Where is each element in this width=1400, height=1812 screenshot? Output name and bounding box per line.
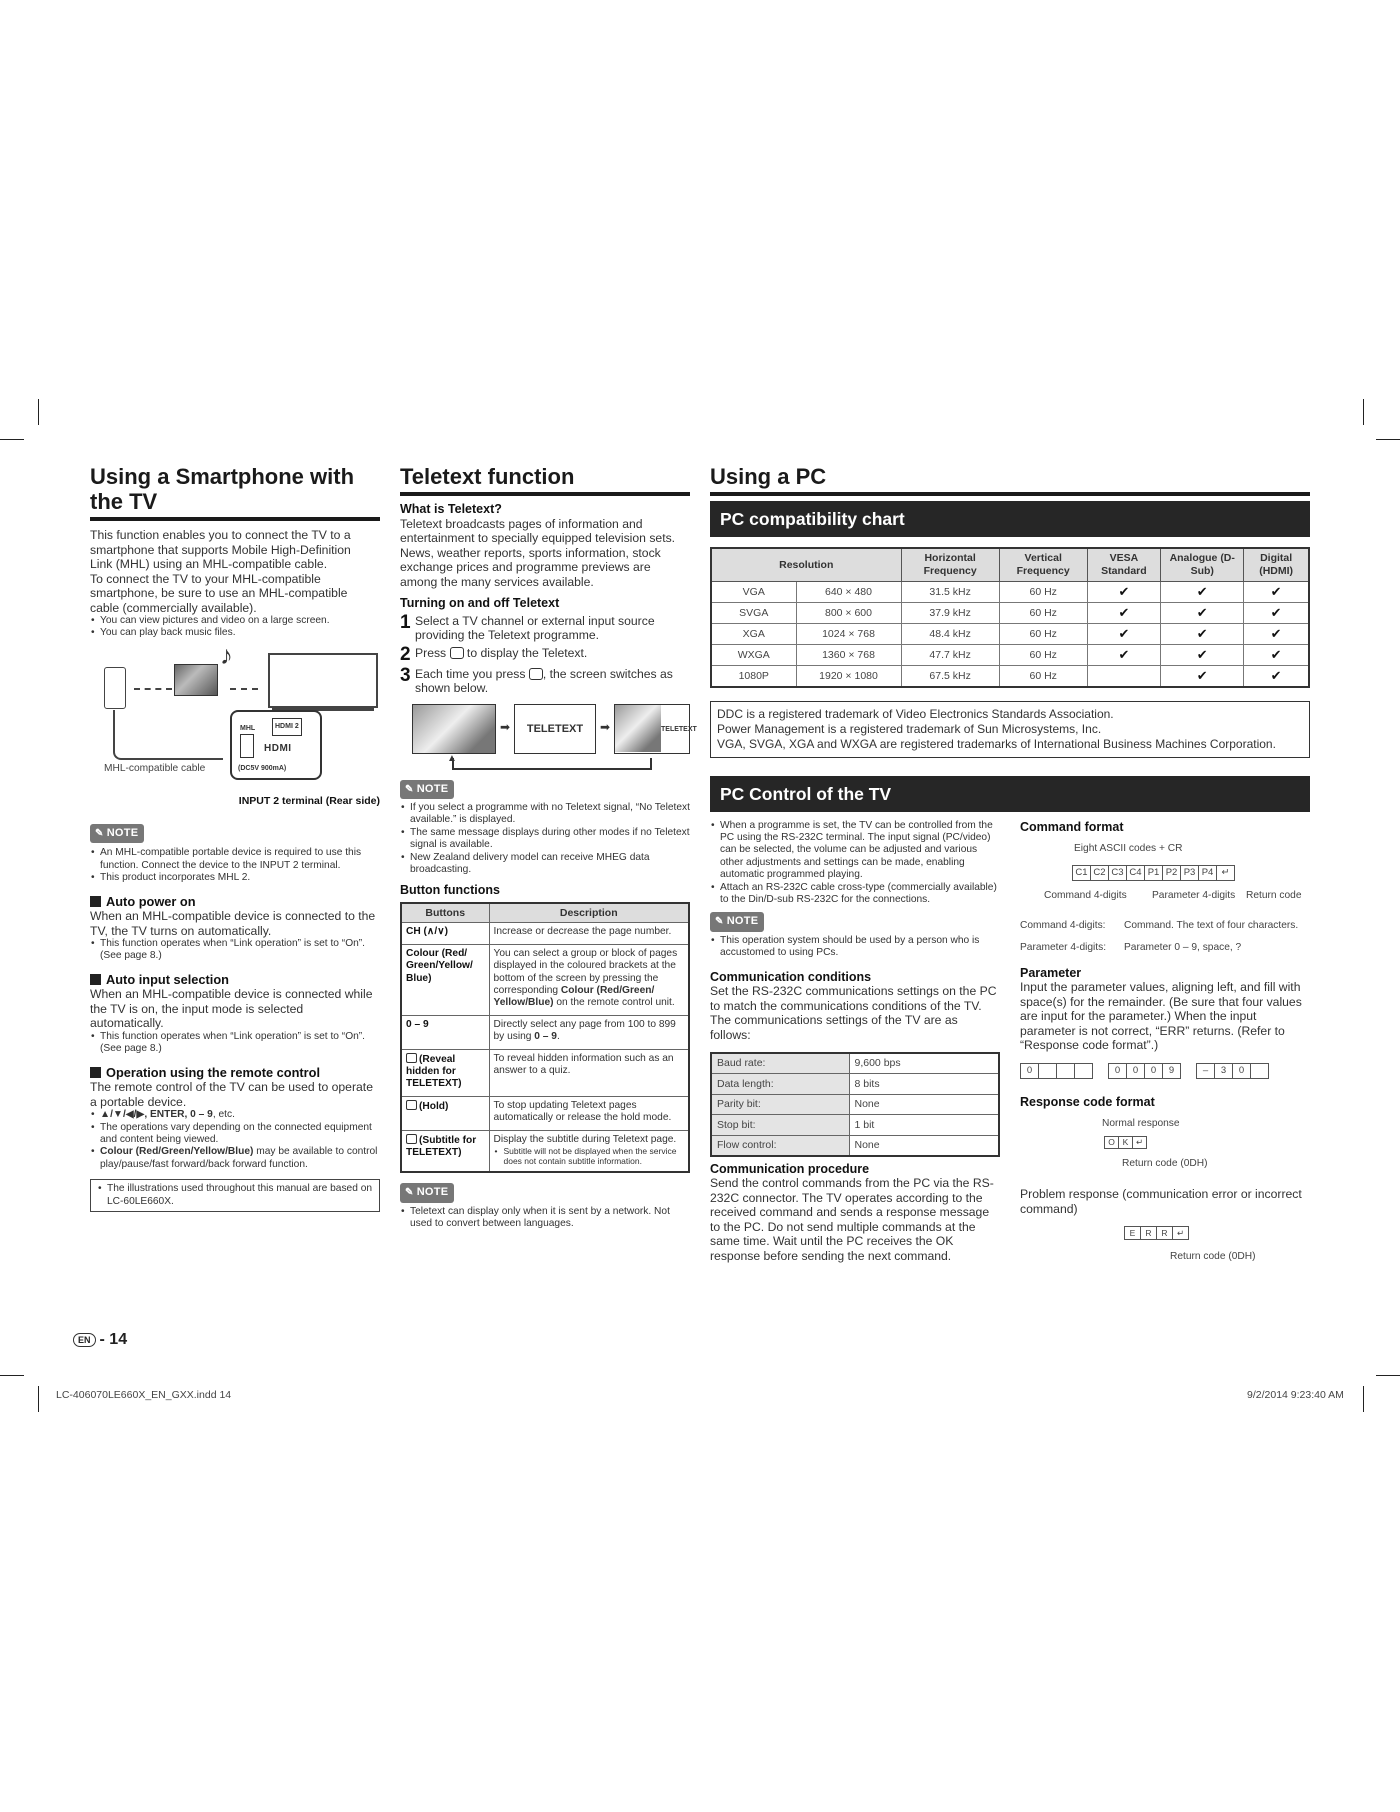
trademark-line: DDC is a registered trademark of Video Electronics Standards Association. <box>717 706 1114 721</box>
what-heading: What is Teletext? <box>400 502 502 516</box>
cmd-label-row <box>1020 881 1310 907</box>
table-row <box>711 603 1309 624</box>
mhl-diagram <box>90 639 380 820</box>
compat-cell-name: SVGA <box>711 603 796 624</box>
note-bullet: • The same message displays during other modes if no Teletext signal is available. <box>400 827 690 852</box>
desc-post: on the remote control unit. <box>553 997 675 1009</box>
compat-cell-h: 48.4 kHz <box>901 624 999 645</box>
table-row <box>711 1115 999 1136</box>
square-marker <box>90 1067 101 1078</box>
key-text: (Reveal hidden for TELETEXT) <box>406 1053 462 1090</box>
teletext-button-icon <box>529 668 543 680</box>
photo-icon <box>174 664 218 696</box>
intro-text <box>90 528 380 615</box>
desc-bold: Colour (Red/Green/ Yellow/Blue) <box>493 984 655 1009</box>
compat-cell-name: XGA <box>711 624 796 645</box>
smartphone-section <box>90 464 380 1212</box>
header-horizontal: Horizontal Frequency <box>901 548 999 582</box>
crop-mark <box>1363 1386 1364 1412</box>
compat-cell-v: 60 Hz <box>999 624 1087 645</box>
compat-banner: PC compatibility chart <box>710 501 1310 537</box>
compat-cell-vesa <box>1087 666 1161 687</box>
reveal-icon <box>406 1053 417 1063</box>
title-rule <box>400 492 690 496</box>
compat-cell-res: 1920 × 1080 <box>796 666 901 687</box>
problem-text: Problem response (communication error or incorrect command) <box>1020 1187 1302 1216</box>
compat-cell-v: 60 Hz <box>999 603 1087 624</box>
param-example <box>1108 1063 1180 1079</box>
comm-text: Set the RS-232C communications settings on the PC to match the communications conditions of the TV. The communications settings of the TV are as follows: <box>710 984 997 1042</box>
bullet: • You can play back music files. <box>90 627 380 639</box>
bullet <box>90 1146 380 1171</box>
def-value: Command. The text of four characters. <box>1124 919 1299 931</box>
param-cell: 0 <box>1144 1063 1163 1079</box>
tv-icon <box>268 653 378 708</box>
note-bullet: • An MHL-compatible portable device is required to use this function. Connect the device to the INPUT 2 terminal. <box>90 847 380 872</box>
table-row <box>711 1135 999 1156</box>
return-icon: ↵ <box>1216 865 1235 881</box>
compat-cell-v: 60 Hz <box>999 666 1087 687</box>
desc-bold: 0 – 9 <box>534 1031 557 1043</box>
crop-mark <box>38 1386 39 1412</box>
illustration-note-box <box>90 1179 380 1212</box>
cmd-cells <box>1072 865 1310 881</box>
def-value: Parameter 0 – 9, space, ? <box>1124 942 1242 953</box>
intro-line: cable (commercially available). <box>90 600 257 615</box>
header-vesa: VESA Standard <box>1087 548 1161 582</box>
tv-image-thumbnail <box>412 704 496 754</box>
cmd-def-row <box>1020 919 1310 934</box>
hdmi2-label: HDMI 2 <box>272 718 302 737</box>
pencil-icon: ✎ <box>405 783 414 795</box>
compat-cell-analog: ✔ <box>1161 645 1244 666</box>
keys-text: ▲/▼/◀/▶, ENTER, 0 – 9 <box>100 1109 213 1121</box>
bullet: • This function operates when “Link operation” is set to “On”. (See page 8.) <box>90 1031 380 1056</box>
header-analogue: Analogue (D-Sub) <box>1161 548 1244 582</box>
compat-cell-vesa: ✔ <box>1087 624 1161 645</box>
crop-mark <box>0 439 24 440</box>
compat-cell-name: WXGA <box>711 645 796 666</box>
cmd-cell: C3 <box>1108 865 1127 881</box>
cmd-cell: C2 <box>1090 865 1109 881</box>
note-label: NOTE <box>106 826 139 839</box>
step-post: , the screen switches as shown below. <box>415 666 673 695</box>
dashed-link <box>134 688 172 690</box>
page-num: - 14 <box>99 1331 128 1348</box>
teletext-half-label: TELETEXT <box>661 725 697 733</box>
desc-main: Display the subtitle during Teletext page. <box>493 1133 677 1145</box>
bullet: • This function operates when “Link operation” is set to “On”. (See page 8.) <box>90 938 380 963</box>
desc-post: . <box>556 1031 560 1043</box>
comm-heading: Communication conditions <box>710 969 872 984</box>
note-label: NOTE <box>416 1186 449 1199</box>
desc-sub: • Subtitle will not be displayed when the service does not contain subtitle information. <box>494 1146 685 1166</box>
mhl-label: MHL <box>240 724 256 732</box>
err-cell: R <box>1156 1226 1173 1240</box>
button-desc <box>489 1130 689 1172</box>
step-post: to display the Teletext. <box>463 645 588 660</box>
cmd-cell: P1 <box>1144 865 1163 881</box>
param-cell: – <box>1196 1063 1215 1079</box>
step-text <box>413 646 690 661</box>
crop-mark <box>1363 399 1364 425</box>
teletext-button-icon <box>450 647 464 659</box>
comm-value: 9,600 bps <box>849 1053 999 1074</box>
comm-key: Stop bit: <box>711 1115 849 1136</box>
comm-value: None <box>849 1135 999 1156</box>
note-block <box>400 1183 690 1230</box>
ok-cells <box>1104 1136 1310 1149</box>
remote-text: The remote control of the TV can be used to operate a portable device. <box>90 1080 373 1109</box>
hdmi-logo: HDMI <box>264 742 292 754</box>
cmd-cell: P3 <box>1180 865 1199 881</box>
button-functions-heading: Button functions <box>400 883 500 898</box>
bullet: • The operations vary depending on the connected equipment and content being viewed. <box>90 1122 380 1147</box>
compat-cell-digital: ✔ <box>1244 624 1309 645</box>
title-rule <box>90 517 380 521</box>
compat-cell-h: 37.9 kHz <box>901 603 999 624</box>
teletext-flow-diagram <box>400 704 697 776</box>
input-terminal-panel <box>230 710 322 780</box>
pencil-icon: ✎ <box>715 916 724 928</box>
control-bullet: • When a programme is set, the TV can be controlled from the PC using the RS-232C terminal. The input signal (PC/video) can be selected, the volume can be adjusted and various other adjustments and settings can be made, enabling automatic programmed playing. <box>710 820 1000 882</box>
param-cell <box>1250 1063 1269 1079</box>
teletext-title: Teletext function <box>400 464 575 489</box>
step-pre: Press <box>415 645 450 660</box>
return-icon: ↵ <box>1132 1136 1147 1149</box>
cable-caption: MHL-compatible cable <box>104 762 206 774</box>
button-desc: To stop updating Teletext pages automatically or release the hold mode. <box>489 1096 689 1130</box>
table-row <box>401 1049 689 1096</box>
param-text: Input the parameter values, aligning left, and fill with space(s) for the remainder. (Be sure that four values are input for the parameter.) When the input parameter is not correct, “ERR” returns. (Refer to “Response code format”.) <box>1020 980 1302 1052</box>
intro-line: This function enables you to connect the TV to a <box>90 528 351 542</box>
note-block <box>710 912 1000 959</box>
trademark-line: Power Management is a registered trademark of Sun Microsystems, Inc. <box>717 721 1102 736</box>
compat-cell-res: 800 × 600 <box>796 603 901 624</box>
param-cell: 0 <box>1108 1063 1127 1079</box>
cmd-heading: Command format <box>1020 819 1124 834</box>
split-screen-thumbnail <box>614 704 697 754</box>
table-row <box>401 1096 689 1130</box>
smartphone-icon <box>104 667 126 709</box>
compat-cell-v: 60 Hz <box>999 582 1087 603</box>
cmd-cell: C4 <box>1126 865 1145 881</box>
err-cells <box>1124 1226 1310 1240</box>
auto-power-text: When an MHL-compatible device is connected to the TV, the TV turns on automatically. <box>90 909 376 938</box>
arrow-right-icon: ➡ <box>500 719 511 734</box>
cmd-cell: C1 <box>1072 865 1091 881</box>
compat-cell-analog: ✔ <box>1161 582 1244 603</box>
auto-input-text: When an MHL-compatible device is connected while the TV is on, the input mode is selected automatically. <box>90 987 373 1031</box>
heading-text: Auto input selection <box>106 971 229 987</box>
title-rule <box>710 492 1310 496</box>
button-key <box>401 1096 489 1130</box>
pc-section <box>710 464 1310 1340</box>
heading-text: Auto power on <box>106 893 196 909</box>
intro-line: smartphone, be sure to use an MHL-compatible <box>90 586 348 600</box>
return-icon: ↵ <box>1172 1226 1189 1240</box>
header-description: Description <box>489 903 689 923</box>
intro-line: Link (MHL) using an MHL-compatible cable. <box>90 557 328 571</box>
note-badge <box>400 780 454 800</box>
step-number: 3 <box>400 664 411 686</box>
compat-cell-h: 67.5 kHz <box>901 666 999 687</box>
return-label: Return code (0DH) <box>1122 1157 1208 1169</box>
table-row <box>711 666 1309 687</box>
bold-text: Colour (Red/Green/Yellow/Blue) <box>100 1146 254 1158</box>
compat-cell-res: 1360 × 768 <box>796 645 901 666</box>
normal-label: Normal response <box>1102 1118 1180 1129</box>
power-label: (DC5V 900mA) <box>238 764 287 772</box>
param-cell <box>1056 1063 1075 1079</box>
bullet: • You can view pictures and video on a large screen. <box>90 615 380 627</box>
crop-mark <box>1376 439 1400 440</box>
intro-line: smartphone that supports Mobile High-Definition <box>90 542 351 557</box>
smartphone-title <box>90 464 380 514</box>
button-desc <box>489 944 689 1015</box>
param-cell: 9 <box>1162 1063 1181 1079</box>
param-cell: 3 <box>1214 1063 1233 1079</box>
footer-date: 9/2/2014 9:23:40 AM <box>1247 1389 1344 1401</box>
compat-body <box>711 582 1309 687</box>
button-key: 0 – 9 <box>401 1015 489 1049</box>
footer-file: LC-406070LE660X_EN_GXX.indd 14 <box>56 1389 232 1401</box>
table-row <box>711 1094 999 1115</box>
param-cell: 0 <box>1126 1063 1145 1079</box>
remote-heading <box>90 1066 380 1081</box>
button-key: Colour (Red/ Green/Yellow/ Blue) <box>401 944 489 1015</box>
pencil-icon: ✎ <box>405 1187 414 1199</box>
crop-mark <box>38 399 39 425</box>
cmd-caption: Eight ASCII codes + CR <box>1074 843 1183 854</box>
table-row <box>711 1053 999 1074</box>
pc-control-left <box>710 820 1000 1264</box>
step-3 <box>400 664 690 696</box>
auto-power-heading <box>90 895 380 910</box>
return-label: Return code (0DH) <box>1170 1251 1256 1262</box>
lang-badge: EN <box>73 1333 96 1347</box>
square-marker <box>90 974 101 985</box>
step-number: 1 <box>400 611 411 633</box>
teletext-box: TELETEXT <box>514 704 596 754</box>
crop-mark <box>1376 1375 1400 1376</box>
illustration-note: • The illustrations used throughout this manual are based on LC-60LE660X. <box>97 1183 373 1208</box>
header-resolution: Resolution <box>711 548 901 582</box>
desc-pre: You can select a group or block of pages displayed in the coloured brackets at the bottom of the screen by pressing the corresponding <box>493 947 678 996</box>
button-functions-table <box>400 902 690 1173</box>
trademark-box <box>710 701 1310 758</box>
step-2 <box>400 643 690 665</box>
compat-cell-h: 47.7 kHz <box>901 645 999 666</box>
ok-cell: O <box>1104 1136 1119 1149</box>
trademark-line: VGA, SVGA, XGA and WXGA are registered trademarks of International Business Machines Corporation. <box>717 736 1276 751</box>
tail-text: , etc. <box>212 1109 235 1121</box>
intro-line: To connect the TV to your MHL-compatible <box>90 571 321 586</box>
button-desc: Increase or decrease the page number. <box>489 923 689 944</box>
header-digital: Digital (HDMI) <box>1244 548 1309 582</box>
page-number <box>73 1331 127 1349</box>
note-badge <box>400 1183 454 1203</box>
title-line: Using a Smartphone with <box>90 464 355 489</box>
pencil-icon: ✎ <box>95 827 104 839</box>
compat-cell-vesa: ✔ <box>1087 582 1161 603</box>
table-row <box>401 923 689 944</box>
compat-cell-analog: ✔ <box>1161 666 1244 687</box>
table-row <box>401 1015 689 1049</box>
table-header-row <box>401 903 689 923</box>
control-banner: PC Control of the TV <box>710 776 1310 812</box>
note-label: NOTE <box>726 915 759 928</box>
param-heading: Parameter <box>1020 965 1082 980</box>
param-examples <box>1020 1063 1310 1079</box>
param-cell <box>1038 1063 1057 1079</box>
note-bullet: • This operation system should be used by a person who is accustomed to using PCs. <box>710 935 1000 960</box>
proc-text: Send the control commands from the PC via the RS-232C connector. The TV operates according to the received command and sends a response message to the PC. Do not send multiple commands at the same time. Wait until the PC receives the OK response before sending the next command. <box>710 1176 994 1263</box>
what-text: Teletext broadcasts pages of information and entertainment to specially equipped television sets. News, weather reports, sports information, stock exchange prices and programme previews are among the many services available. <box>400 516 676 589</box>
arrow-up-icon: ▲ <box>447 752 457 764</box>
err-cell: E <box>1124 1226 1141 1240</box>
dashed-link <box>230 688 258 690</box>
comm-key: Parity bit: <box>711 1094 849 1115</box>
cmd-label: Return code <box>1246 889 1302 901</box>
note-block <box>400 780 690 877</box>
button-key <box>401 1049 489 1096</box>
comm-key: Baud rate: <box>711 1053 849 1074</box>
tv-image-half <box>615 705 661 752</box>
compat-cell-v: 60 Hz <box>999 645 1087 666</box>
compat-cell-res: 640 × 480 <box>796 582 901 603</box>
step-text <box>413 667 690 696</box>
comm-key: Flow control: <box>711 1135 849 1156</box>
button-desc: To reveal hidden information such as an answer to a quiz. <box>489 1049 689 1096</box>
button-key <box>401 1130 489 1172</box>
table-row <box>401 1130 689 1172</box>
pc-title: Using a PC <box>710 464 827 489</box>
title-line: the TV <box>90 489 158 514</box>
compat-cell-vesa: ✔ <box>1087 603 1161 624</box>
note-bullet: • New Zealand delivery model can receive MHEG data broadcasting. <box>400 852 690 877</box>
auto-input-heading <box>90 973 380 988</box>
compat-cell-analog: ✔ <box>1161 603 1244 624</box>
param-cell <box>1074 1063 1093 1079</box>
arrow-right-icon: ➡ <box>600 719 611 734</box>
compat-cell-res: 1024 × 768 <box>796 624 901 645</box>
cable <box>113 710 115 732</box>
crop-mark <box>0 1375 24 1376</box>
compat-cell-digital: ✔ <box>1244 666 1309 687</box>
comm-value: None <box>849 1094 999 1115</box>
return-arrow <box>452 758 652 770</box>
button-desc <box>489 1015 689 1049</box>
note-bullet: • Teletext can display only when it is sent by a network. Not used to convert between languages. <box>400 1206 690 1231</box>
param-cell: 0 <box>1232 1063 1251 1079</box>
note-bullet: • This product incorporates MHL 2. <box>90 872 380 884</box>
heading-text: Operation using the remote control <box>106 1064 321 1080</box>
desc-pre: Directly select any page from 100 to 899 by using <box>493 1018 676 1043</box>
key-text: (Hold) <box>419 1100 449 1112</box>
comm-value: 8 bits <box>849 1074 999 1095</box>
def-key: Parameter 4-digits: <box>1020 942 1107 953</box>
comm-value: 1 bit <box>849 1115 999 1136</box>
step-1 <box>400 611 690 643</box>
comm-table <box>710 1052 1000 1157</box>
param-example <box>1020 1063 1092 1079</box>
table-row <box>711 1074 999 1095</box>
step-number: 2 <box>400 643 411 665</box>
compat-cell-name: VGA <box>711 582 796 603</box>
table-row <box>711 582 1309 603</box>
comm-key: Data length: <box>711 1074 849 1095</box>
compat-cell-digital: ✔ <box>1244 603 1309 624</box>
pc-control-right <box>1020 820 1310 1265</box>
err-cell: R <box>1140 1226 1157 1240</box>
subtitle-icon <box>406 1134 417 1144</box>
teletext-section <box>400 464 697 1230</box>
terminal-caption: INPUT 2 terminal (Rear side) <box>238 794 380 807</box>
def-key: Command 4-digits: <box>1020 919 1106 931</box>
header-vertical: Vertical Frequency <box>999 548 1087 582</box>
pc-control-body <box>710 820 1310 1340</box>
table-row <box>401 944 689 1015</box>
ok-cell: K <box>1118 1136 1133 1149</box>
turning-heading: Turning on and off Teletext <box>400 596 560 610</box>
hdmi-port-icon <box>240 734 254 758</box>
cmd-def-row <box>1020 941 1310 956</box>
control-bullet: • Attach an RS-232C cable cross-type (commercially available) to the Din/D-sub RS-232C for the connections. <box>710 882 1000 907</box>
step-text: Select a TV channel or external input source providing the Teletext programme. <box>415 613 655 642</box>
tail-text: may be available to control play/pause/fast forward/back forward function. <box>100 1146 378 1170</box>
table-row <box>711 624 1309 645</box>
button-key: CH (∧/∨) <box>401 923 489 944</box>
param-example <box>1196 1063 1268 1079</box>
compat-cell-vesa: ✔ <box>1087 645 1161 666</box>
note-label: NOTE <box>416 782 449 795</box>
compat-cell-digital: ✔ <box>1244 645 1309 666</box>
compat-table <box>710 547 1310 688</box>
note-block <box>90 824 380 885</box>
compat-cell-h: 31.5 kHz <box>901 582 999 603</box>
param-cell: 0 <box>1020 1063 1039 1079</box>
note-badge <box>710 912 764 932</box>
table-row <box>711 645 1309 666</box>
table-header-row <box>711 548 1309 582</box>
cmd-label: Command 4-digits <box>1044 889 1127 901</box>
cable <box>113 732 223 760</box>
key-text: (Subtitle for TELETEXT) <box>406 1134 477 1159</box>
hold-icon <box>406 1100 417 1110</box>
cmd-label: Parameter 4-digits <box>1152 889 1236 901</box>
music-note-icon: ♪ <box>220 639 233 670</box>
bullet <box>90 1109 380 1121</box>
proc-heading: Communication procedure <box>710 1161 870 1176</box>
cmd-cell: P2 <box>1162 865 1181 881</box>
step-pre: Each time you press <box>415 666 529 681</box>
compat-cell-analog: ✔ <box>1161 624 1244 645</box>
resp-heading: Response code format <box>1020 1094 1155 1109</box>
note-bullet: • If you select a programme with no Teletext signal, “No Teletext available.” is displayed. <box>400 802 690 827</box>
compat-cell-name: 1080P <box>711 666 796 687</box>
note-badge <box>90 824 144 844</box>
header-buttons: Buttons <box>401 903 489 923</box>
square-marker <box>90 896 101 907</box>
cmd-cell: P4 <box>1198 865 1217 881</box>
compat-cell-digital: ✔ <box>1244 582 1309 603</box>
